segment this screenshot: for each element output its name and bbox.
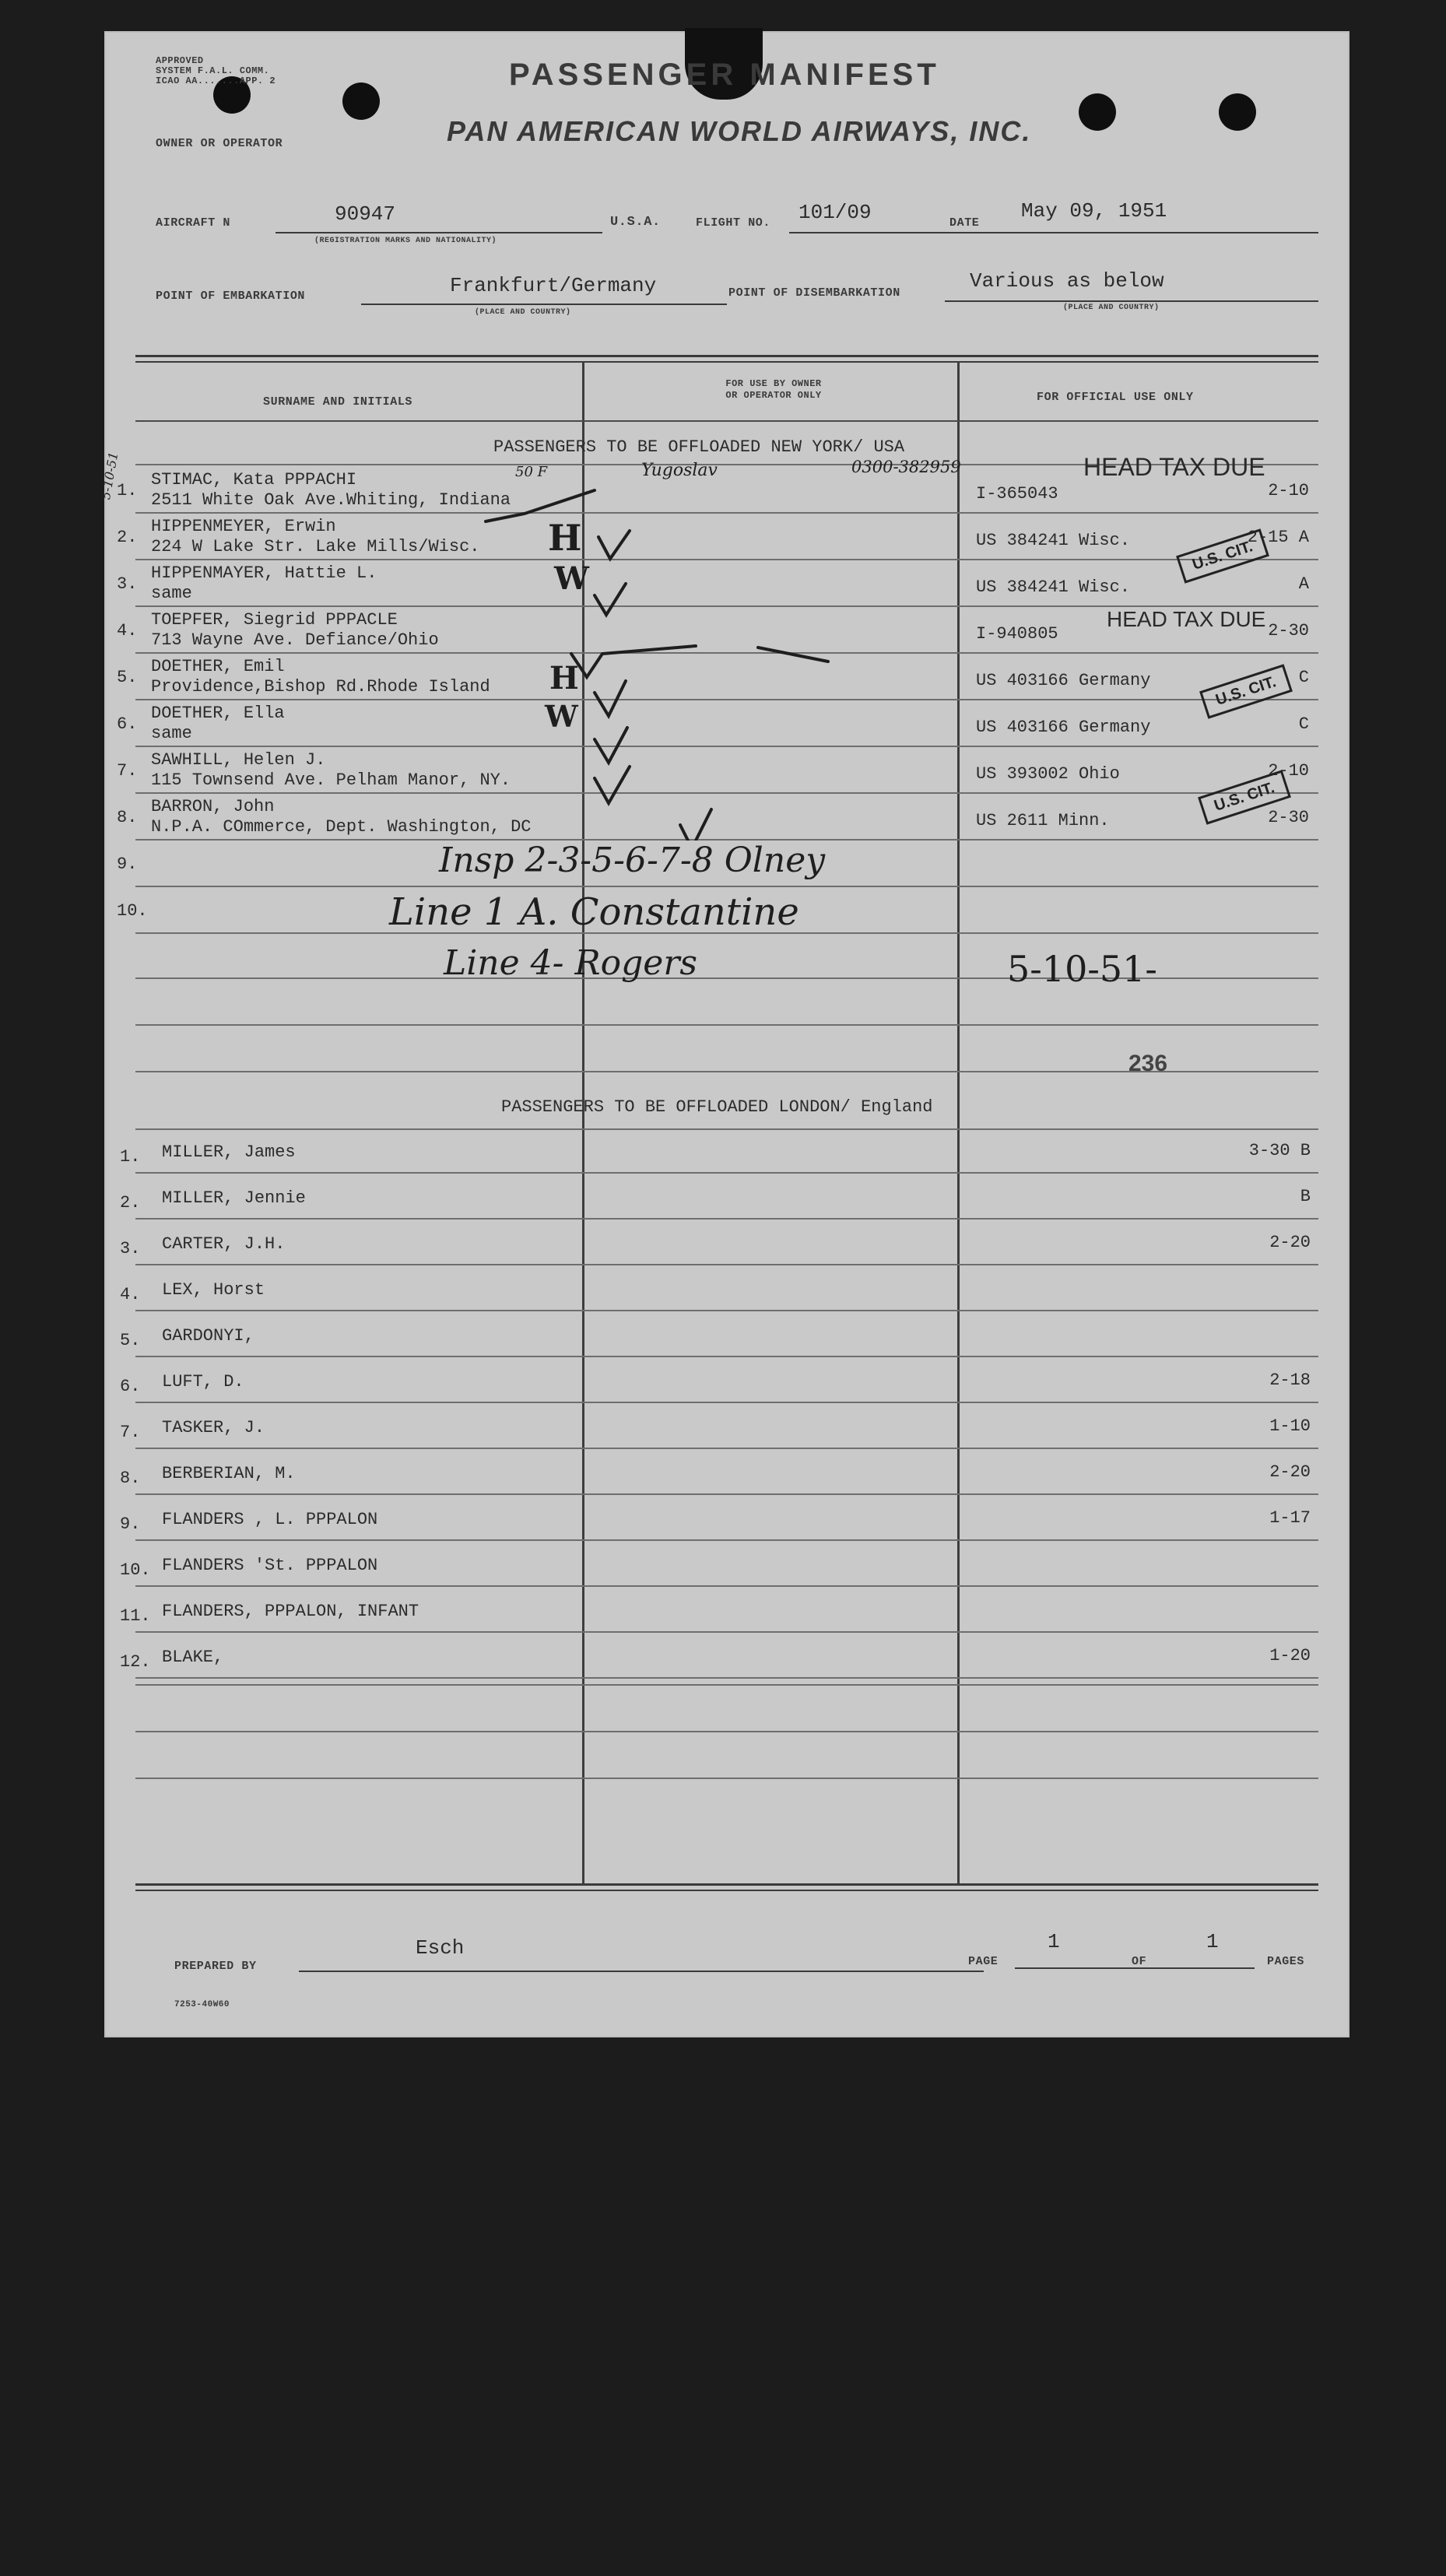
punch-hole [342,82,380,120]
disembarkation-sublabel: (PLACE AND COUNTRY) [1063,304,1160,312]
row-number: 5. [120,1331,141,1350]
passenger-name: LUFT, D. [162,1372,244,1392]
tax-code: 1-10 [1269,1416,1311,1436]
tax-code: 1-17 [1269,1508,1311,1528]
tax-code: 2-18 [1269,1370,1311,1390]
row-number: 8. [120,1469,141,1488]
tax-code: 2-10 [1268,481,1309,500]
row-number: 3. [117,574,138,594]
prepared-by-label: PREPARED BY [174,1960,257,1973]
row-number: 1. [117,481,138,500]
row-number: 10. [117,901,148,921]
official-reference: US 2611 Minn. [976,811,1110,830]
tax-code: B [1300,1187,1311,1206]
official-reference: I-940805 [976,624,1058,644]
manifest-sheet [98,31,1349,2037]
hand-mark-w: W [545,699,578,734]
aircraft-sublabel: (REGISTRATION MARKS AND NATIONALITY) [314,237,497,245]
row-number: 2. [117,528,138,547]
tax-code: 2-30 [1268,621,1309,640]
row-rule [135,1172,1318,1174]
hand-date: 5-10-51- [1007,948,1157,990]
official-reference: US 403166 Germany [976,718,1151,737]
passenger-name: MILLER, James [162,1142,296,1162]
tax-code: 1-20 [1269,1646,1311,1665]
row-rule [135,1493,1318,1495]
form-code: 7253-40W60 [174,2000,230,2009]
tax-code: 2-10 [1268,761,1309,781]
flight-label: FLIGHT NO. [696,216,771,230]
passenger-name: HIPPENMEYER, Erwin [151,517,336,536]
disembarkation-value: Various as below [970,269,1164,293]
row-rule [135,1539,1318,1541]
us-citizen-stamp: U.S. CIT. [1176,528,1269,583]
page-number-236: 236 [1128,1051,1168,1076]
hand-reference-number: 0300-382959 [851,458,961,476]
official-reference: US 403166 Germany [976,671,1151,690]
passenger-name: DOETHER, Ella [151,704,285,723]
passenger-name: TOEPFER, Siegrid PPPACLE [151,610,398,630]
passenger-address: 713 Wayne Ave. Defiance/Ohio [151,630,439,650]
passenger-name: BLAKE, [162,1648,224,1667]
us-citizen-stamp: U.S. CIT. [1198,770,1291,824]
date-label: DATE [949,216,980,230]
hand-inspector-line: Insp 2-3-5-6-7-8 Olney [439,841,826,880]
page-value: 1 [1048,1930,1060,1953]
pages-label: PAGES [1267,1955,1305,1968]
hand-sex-age: 50 F [515,464,548,480]
row-number: 7. [120,1423,141,1442]
row-number: 8. [117,808,138,827]
passenger-address: N.P.A. COmmerce, Dept. Washington, DC [151,817,532,837]
passenger-address: same [151,724,192,743]
passenger-address: 115 Townsend Ave. Pelham Manor, NY. [151,770,511,790]
nationality: U.S.A. [610,215,661,230]
column-header-owner-use: FOR USE BY OWNER OR OPERATOR ONLY [725,378,822,401]
tax-code: A [1298,574,1309,594]
row-number: 5. [117,668,138,687]
tax-code: 2-30 [1268,808,1309,827]
row-rule [135,1585,1318,1587]
row-number: 1. [120,1147,141,1167]
row-number: 11. [120,1606,151,1626]
row-rule [135,1356,1318,1357]
tax-code: 2-15 A [1247,528,1309,547]
embarkation-label: POINT OF EMBARKATION [156,290,306,303]
tax-code: 2-20 [1269,1233,1311,1252]
row-number: 6. [117,714,138,734]
punch-hole [1219,93,1256,131]
checkmarks [478,467,945,841]
margin-date-note: 5-10-51 [98,451,121,501]
passenger-name: FLANDERS , L. PPPALON [162,1510,378,1529]
row-number: 2. [120,1193,141,1213]
embarkation-value: Frankfurt/Germany [450,274,657,297]
passenger-name: SAWHILL, Helen J. [151,750,326,770]
owner-label: OWNER OR OPERATOR [156,137,283,150]
passenger-name: LEX, Horst [162,1280,265,1300]
tax-code: 2-20 [1269,1462,1311,1482]
row-rule [135,1402,1318,1403]
head-tax-due-stamp: HEAD TAX DUE [1083,453,1265,481]
us-citizen-stamp: U.S. CIT. [1199,664,1293,718]
row-rule [135,1218,1318,1220]
hand-inspector-line: Line 1 A. Constantine [389,890,799,934]
aircraft-label: AIRCRAFT N [156,216,231,230]
page-title: PASSENGER MANIFEST [509,58,940,92]
flight-number: 101/09 [798,201,872,224]
passenger-address: same [151,584,192,603]
passenger-address: 224 W Lake Str. Lake Mills/Wisc. [151,537,480,556]
row-rule [135,1448,1318,1449]
tax-code: C [1298,668,1309,687]
hand-mark-h: H [548,517,582,559]
row-number: 9. [117,855,138,874]
approval-note: APPROVED SYSTEM F.A.L. COMM. ICAO AA.......APP. 2 [156,55,276,86]
operator-name: PAN AMERICAN WORLD AIRWAYS, INC. [447,115,1032,147]
passenger-name: FLANDERS 'St. PPPALON [162,1556,378,1575]
row-number: 12. [120,1652,151,1672]
passenger-name: STIMAC, Kata PPPACHI [151,470,357,490]
passenger-name: BERBERIAN, M. [162,1464,296,1483]
row-number: 6. [120,1377,141,1396]
row-number: 4. [117,621,138,640]
passenger-name: GARDONYI, [162,1326,254,1346]
row-number: 7. [117,761,138,781]
official-reference: US 393002 Ohio [976,764,1120,784]
passenger-name: MILLER, Jennie [162,1188,306,1208]
page-label: PAGE [968,1955,999,1968]
row-rule [135,1677,1318,1679]
row-number: 3. [120,1239,141,1258]
prepared-by-value: Esch [416,1936,465,1960]
aircraft-number: 90947 [335,202,396,226]
passenger-name: HIPPENMAYER, Hattie L. [151,563,377,583]
passenger-address: Providence,Bishop Rd.Rhode Island [151,677,490,697]
hand-mark-w: W [554,560,589,597]
row-rule [135,1631,1318,1633]
flight-date: May 09, 1951 [1021,199,1167,223]
column-header-official-use: FOR OFFICIAL USE ONLY [1037,391,1194,404]
hand-mark-h: H [549,660,579,697]
column-header-surname: SURNAME AND INITIALS [263,395,413,409]
passenger-name: FLANDERS, PPPALON, INFANT [162,1602,419,1621]
hand-inspector-line: Line 4- Rogers [444,943,697,983]
passenger-name: TASKER, J. [162,1418,265,1437]
hand-nationality-note: Yugoslav [641,461,718,480]
section-heading-new-york: PASSENGERS TO BE OFFLOADED NEW YORK/ USA [493,437,905,457]
of-value: 1 [1206,1930,1219,1953]
row-number: 9. [120,1514,141,1534]
embarkation-sublabel: (PLACE AND COUNTRY) [475,308,571,317]
passenger-address: 2511 White Oak Ave.Whiting, Indiana [151,490,511,510]
of-label: OF [1132,1955,1147,1968]
row-number: 4. [120,1285,141,1304]
official-reference: US 384241 Wisc. [976,531,1131,550]
section-heading-london: PASSENGERS TO BE OFFLOADED LONDON/ England [501,1097,933,1117]
column-divider [957,361,960,1885]
row-rule [135,1264,1318,1265]
row-rule [135,886,1318,887]
official-reference: US 384241 Wisc. [976,577,1131,597]
head-tax-due-stamp: HEAD TAX DUE [1107,607,1266,631]
tax-code: C [1298,714,1309,734]
passenger-name: CARTER, J.H. [162,1234,286,1254]
punch-hole [1079,93,1116,131]
tax-code: 3-30 B [1248,1141,1311,1160]
official-reference: I-365043 [976,484,1058,504]
row-number: 10. [120,1560,151,1580]
passenger-name: DOETHER, Emil [151,657,285,676]
row-rule [135,1310,1318,1311]
passenger-name: BARRON, John [151,797,275,816]
disembarkation-label: POINT OF DISEMBARKATION [728,286,900,300]
